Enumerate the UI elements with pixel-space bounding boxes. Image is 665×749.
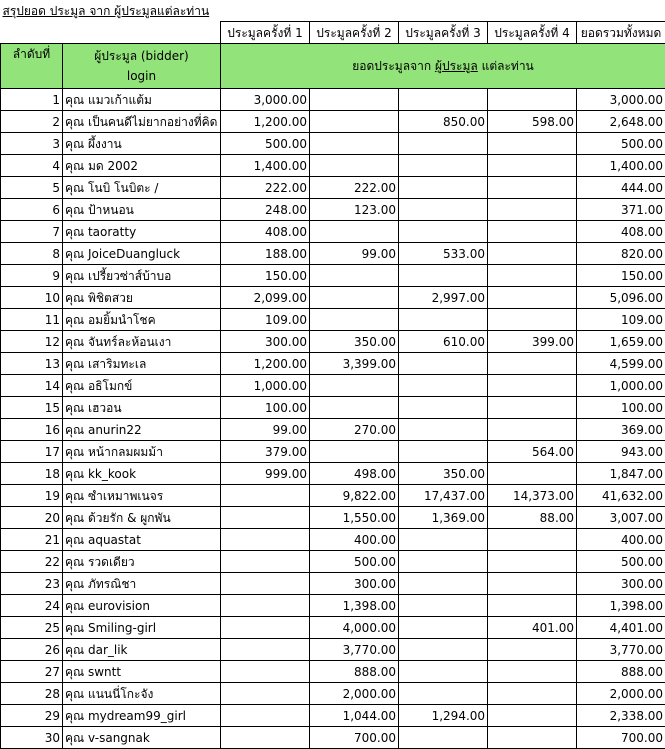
total-cell[interactable]: 888.00	[577, 661, 665, 683]
round-3-cell[interactable]	[399, 441, 488, 463]
row-number-cell[interactable]: 17	[1, 441, 63, 463]
row-number-cell[interactable]: 19	[1, 485, 63, 507]
round-2-cell[interactable]	[310, 287, 399, 309]
round-4-cell[interactable]	[488, 727, 577, 749]
total-cell[interactable]: 500.00	[577, 551, 665, 573]
total-cell[interactable]: 150.00	[577, 265, 665, 287]
round-3-cell[interactable]	[399, 353, 488, 375]
round-1-cell[interactable]: 1,400.00	[221, 155, 310, 177]
round-4-cell[interactable]	[488, 551, 577, 573]
total-cell[interactable]: 369.00	[577, 419, 665, 441]
bidder-name-cell[interactable]: คุณ มด 2002	[63, 155, 221, 177]
round-3-cell[interactable]	[399, 573, 488, 595]
table-row	[1, 221, 665, 243]
total-cell[interactable]: 2,648.00	[577, 111, 665, 133]
round-1-cell[interactable]	[221, 507, 310, 529]
round-2-cell[interactable]: 1,044.00	[310, 705, 399, 727]
table-row	[1, 507, 665, 529]
round-2-cell[interactable]: 700.00	[310, 727, 399, 749]
bidder-name-cell[interactable]: คุณ เสาริมทะเล	[63, 353, 221, 375]
table-row	[1, 463, 665, 485]
bidder-name-cell[interactable]: คุณ ซำเหมาพเนจร	[63, 485, 221, 507]
round-3-cell[interactable]	[399, 639, 488, 661]
round-4-cell[interactable]	[488, 639, 577, 661]
round-4-cell[interactable]	[488, 353, 577, 375]
row-number-cell[interactable]: 14	[1, 375, 63, 397]
round-2-cell[interactable]	[310, 155, 399, 177]
round-1-cell[interactable]: 99.00	[221, 419, 310, 441]
row-number-cell[interactable]: 18	[1, 463, 63, 485]
total-cell[interactable]: 300.00	[577, 573, 665, 595]
total-cell[interactable]: 3,007.00	[577, 507, 665, 529]
round-4-cell[interactable]	[488, 661, 577, 683]
bidder-name-cell[interactable]: คุณ หน้ากลมผมม้า	[63, 441, 221, 463]
bidder-name-cell[interactable]: คุณ จันทร์ละห้อนเงา	[63, 331, 221, 353]
bidder-name-cell[interactable]: คุณ JoiceDuangluck	[63, 243, 221, 265]
table-row	[1, 287, 665, 309]
round-2-cell[interactable]	[310, 375, 399, 397]
row-number-cell[interactable]: 24	[1, 595, 63, 617]
row-number-cell[interactable]: 3	[1, 133, 63, 155]
round-2-cell[interactable]	[310, 111, 399, 133]
round-3-cell[interactable]	[399, 683, 488, 705]
round-3-cell[interactable]: 1,369.00	[399, 507, 488, 529]
round-4-cell[interactable]: 14,373.00	[488, 485, 577, 507]
round-3-cell[interactable]	[399, 89, 488, 111]
row-number-cell[interactable]: 5	[1, 177, 63, 199]
total-cell[interactable]: 109.00	[577, 309, 665, 331]
round-1-cell[interactable]	[221, 639, 310, 661]
table-row	[1, 375, 665, 397]
round-4-header[interactable]: ประมูลครั้งที่ 4	[488, 22, 577, 44]
row-number-cell[interactable]: 9	[1, 265, 63, 287]
round-4-cell[interactable]	[488, 397, 577, 419]
round-2-cell[interactable]: 300.00	[310, 573, 399, 595]
row-number-cell[interactable]: 28	[1, 683, 63, 705]
round-3-cell[interactable]	[399, 177, 488, 199]
row-number-cell[interactable]: 23	[1, 573, 63, 595]
round-1-cell[interactable]: 500.00	[221, 133, 310, 155]
round-1-cell[interactable]	[221, 617, 310, 639]
bidder-name-cell[interactable]: คุณ แนนนี่โกะจัง	[63, 683, 221, 705]
round-3-cell[interactable]: 1,294.00	[399, 705, 488, 727]
bid-amounts-header[interactable]: ยอดประมูลจาก ผู้ประมูล แต่ละท่าน	[221, 44, 665, 89]
round-3-header[interactable]: ประมูลครั้งที่ 3	[399, 22, 488, 44]
round-3-cell[interactable]	[399, 309, 488, 331]
bidder-name-cell[interactable]: คุณ swntt	[63, 661, 221, 683]
round-3-cell[interactable]	[399, 529, 488, 551]
total-cell[interactable]: 3,770.00	[577, 639, 665, 661]
bidder-header[interactable]: ผู้ประมูล (bidder) login	[63, 44, 221, 89]
round-4-cell[interactable]: 401.00	[488, 617, 577, 639]
row-number-cell[interactable]: 12	[1, 331, 63, 353]
row-number-cell[interactable]: 2	[1, 111, 63, 133]
round-1-cell[interactable]: 248.00	[221, 199, 310, 221]
round-4-cell[interactable]	[488, 133, 577, 155]
row-number-cell[interactable]: 26	[1, 639, 63, 661]
table-row	[1, 419, 665, 441]
round-3-cell[interactable]: 17,437.00	[399, 485, 488, 507]
round-3-cell[interactable]	[399, 265, 488, 287]
round-3-cell[interactable]	[399, 595, 488, 617]
round-3-cell[interactable]: 2,997.00	[399, 287, 488, 309]
round-4-cell[interactable]	[488, 375, 577, 397]
round-2-cell[interactable]: 99.00	[310, 243, 399, 265]
row-number-cell[interactable]: 7	[1, 221, 63, 243]
row-number-cell[interactable]: 22	[1, 551, 63, 573]
table-row	[1, 309, 665, 331]
round-4-cell[interactable]	[488, 243, 577, 265]
bidder-name-cell[interactable]: คุณ รวดเดียว	[63, 551, 221, 573]
total-cell[interactable]: 41,632.00	[577, 485, 665, 507]
bidder-name-cell[interactable]: คุณ Smiling-girl	[63, 617, 221, 639]
round-2-cell[interactable]	[310, 221, 399, 243]
round-2-cell[interactable]	[310, 397, 399, 419]
round-2-cell[interactable]: 498.00	[310, 463, 399, 485]
row-number-cell[interactable]: 6	[1, 199, 63, 221]
bidder-name-cell[interactable]: คุณ taoratty	[63, 221, 221, 243]
round-3-cell[interactable]	[399, 155, 488, 177]
round-3-cell[interactable]	[399, 133, 488, 155]
round-2-cell[interactable]	[310, 309, 399, 331]
table-row	[1, 111, 665, 133]
round-1-cell[interactable]: 300.00	[221, 331, 310, 353]
row-number-cell[interactable]: 11	[1, 309, 63, 331]
bidder-name-cell[interactable]: คุณ ป้าหนอน	[63, 199, 221, 221]
round-1-header[interactable]: ประมูลครั้งที่ 1	[221, 22, 310, 44]
round-3-cell[interactable]	[399, 221, 488, 243]
round-3-cell[interactable]	[399, 727, 488, 749]
round-4-cell[interactable]	[488, 199, 577, 221]
round-1-cell[interactable]: 1,200.00	[221, 353, 310, 375]
round-4-cell[interactable]	[488, 177, 577, 199]
bidder-name-cell[interactable]: คุณ ผึ้งงาน	[63, 133, 221, 155]
round-2-cell[interactable]: 3,399.00	[310, 353, 399, 375]
table-row	[1, 727, 665, 749]
row-number-cell[interactable]: 27	[1, 661, 63, 683]
total-cell[interactable]: 1,847.00	[577, 463, 665, 485]
round-4-cell[interactable]	[488, 221, 577, 243]
round-1-cell[interactable]: 3,000.00	[221, 89, 310, 111]
round-3-cell[interactable]	[399, 397, 488, 419]
round-1-cell[interactable]	[221, 485, 310, 507]
round-3-cell[interactable]	[399, 551, 488, 573]
table-row	[1, 705, 665, 727]
row-number-cell[interactable]: 20	[1, 507, 63, 529]
bidder-name-cell[interactable]: คุณ kk_kook	[63, 463, 221, 485]
row-number-cell[interactable]: 4	[1, 155, 63, 177]
round-1-cell[interactable]: 999.00	[221, 463, 310, 485]
total-cell[interactable]: 4,401.00	[577, 617, 665, 639]
row-number-cell[interactable]: 21	[1, 529, 63, 551]
bidder-name-cell[interactable]: คุณ ภัทรณิชา	[63, 573, 221, 595]
round-4-cell[interactable]: 399.00	[488, 331, 577, 353]
round-2-header[interactable]: ประมูลครั้งที่ 2	[310, 22, 399, 44]
round-2-cell[interactable]	[310, 133, 399, 155]
row-number-cell[interactable]: 29	[1, 705, 63, 727]
bidder-name-cell[interactable]: คุณ เปรี้ยวซ่าส์บ้าบอ	[63, 265, 221, 287]
table-row	[1, 133, 665, 155]
round-1-cell[interactable]	[221, 727, 310, 749]
round-2-cell[interactable]: 400.00	[310, 529, 399, 551]
round-2-cell[interactable]: 4,000.00	[310, 617, 399, 639]
round-2-cell[interactable]: 350.00	[310, 331, 399, 353]
table-row	[1, 639, 665, 661]
round-4-cell[interactable]	[488, 309, 577, 331]
bidder-name-cell[interactable]: คุณ อธิโมกข์	[63, 375, 221, 397]
table-row	[1, 617, 665, 639]
row-number-cell[interactable]: 8	[1, 243, 63, 265]
title-row	[1, 0, 665, 22]
round-1-cell[interactable]	[221, 683, 310, 705]
total-cell[interactable]: 100.00	[577, 397, 665, 419]
round-4-cell[interactable]: 564.00	[488, 441, 577, 463]
round-4-cell[interactable]	[488, 265, 577, 287]
bid-rows	[1, 89, 665, 749]
round-4-cell[interactable]	[488, 419, 577, 441]
table-row	[1, 441, 665, 463]
round-2-cell[interactable]	[310, 89, 399, 111]
bidder-name-cell[interactable]: คุณ เฮวอน	[63, 397, 221, 419]
round-2-cell[interactable]: 888.00	[310, 661, 399, 683]
total-cell[interactable]: 943.00	[577, 441, 665, 463]
bidder-name-cell[interactable]: คุณ dar_lik	[63, 639, 221, 661]
round-1-cell[interactable]: 150.00	[221, 265, 310, 287]
row-number-cell[interactable]: 10	[1, 287, 63, 309]
round-2-cell[interactable]: 270.00	[310, 419, 399, 441]
round-4-cell[interactable]	[488, 595, 577, 617]
round-4-cell[interactable]: 598.00	[488, 111, 577, 133]
total-cell[interactable]: 2,338.00	[577, 705, 665, 727]
total-cell[interactable]: 1,659.00	[577, 331, 665, 353]
total-cell[interactable]: 1,398.00	[577, 595, 665, 617]
round-2-cell[interactable]: 500.00	[310, 551, 399, 573]
round-3-cell[interactable]	[399, 199, 488, 221]
bidder-name-cell[interactable]: คุณ พิชิตสวย	[63, 287, 221, 309]
table-row	[1, 199, 665, 221]
round-3-cell[interactable]	[399, 419, 488, 441]
table-row	[1, 177, 665, 199]
round-1-cell[interactable]: 222.00	[221, 177, 310, 199]
round-4-cell[interactable]: 88.00	[488, 507, 577, 529]
total-cell[interactable]: 5,096.00	[577, 287, 665, 309]
round-1-cell[interactable]	[221, 595, 310, 617]
table-row	[1, 397, 665, 419]
round-1-cell[interactable]: 379.00	[221, 441, 310, 463]
bidder-name-cell[interactable]: คุณ ด้วยรัก & ผูกพัน	[63, 507, 221, 529]
total-cell[interactable]: 1,000.00	[577, 375, 665, 397]
round-3-cell[interactable]	[399, 617, 488, 639]
table-row	[1, 353, 665, 375]
round-1-cell[interactable]	[221, 705, 310, 727]
round-1-cell[interactable]: 1,000.00	[221, 375, 310, 397]
round-4-cell[interactable]	[488, 683, 577, 705]
round-3-cell[interactable]	[399, 375, 488, 397]
round-2-cell[interactable]: 9,822.00	[310, 485, 399, 507]
round-3-cell[interactable]	[399, 661, 488, 683]
round-4-cell[interactable]	[488, 287, 577, 309]
seq-header[interactable]: ลำดับที่	[1, 44, 63, 89]
round-1-cell[interactable]: 2,099.00	[221, 287, 310, 309]
row-number-cell[interactable]: 1	[1, 89, 63, 111]
total-cell[interactable]: 371.00	[577, 199, 665, 221]
round-4-cell[interactable]	[488, 529, 577, 551]
bidder-name-cell[interactable]: คุณ aquastat	[63, 529, 221, 551]
total-cell[interactable]: 2,000.00	[577, 683, 665, 705]
table-row	[1, 155, 665, 177]
table-row	[1, 661, 665, 683]
round-3-cell[interactable]: 533.00	[399, 243, 488, 265]
round-2-cell[interactable]: 1,398.00	[310, 595, 399, 617]
total-cell[interactable]: 3,000.00	[577, 89, 665, 111]
round-1-cell[interactable]	[221, 529, 310, 551]
total-cell[interactable]: 1,400.00	[577, 155, 665, 177]
row-number-cell[interactable]: 25	[1, 617, 63, 639]
round-1-cell[interactable]	[221, 551, 310, 573]
table-row	[1, 529, 665, 551]
round-1-cell[interactable]: 109.00	[221, 309, 310, 331]
round-1-cell[interactable]: 100.00	[221, 397, 310, 419]
sheet-title[interactable]: สรุปยอด ประมูล จาก ผู้ประมูลแต่ละท่าน	[1, 0, 399, 22]
row-number-cell[interactable]: 30	[1, 727, 63, 749]
round-2-cell[interactable]	[310, 265, 399, 287]
round-2-cell[interactable]: 123.00	[310, 199, 399, 221]
row-number-cell[interactable]: 13	[1, 353, 63, 375]
round-1-cell[interactable]: 188.00	[221, 243, 310, 265]
bidder-name-cell[interactable]: คุณ anurin22	[63, 419, 221, 441]
bidder-name-cell[interactable]: คุณ mydream99_girl	[63, 705, 221, 727]
total-cell[interactable]: 500.00	[577, 133, 665, 155]
column-header-row	[1, 44, 665, 89]
table-row	[1, 573, 665, 595]
round-3-cell[interactable]: 350.00	[399, 463, 488, 485]
bidder-name-cell[interactable]: คุณ อมยิ้มนำโชค	[63, 309, 221, 331]
table-row	[1, 265, 665, 287]
bidder-name-cell[interactable]: คุณ eurovision	[63, 595, 221, 617]
round-1-cell[interactable]: 408.00	[221, 221, 310, 243]
round-2-cell[interactable]: 2,000.00	[310, 683, 399, 705]
round-2-cell[interactable]	[310, 441, 399, 463]
table-row	[1, 595, 665, 617]
total-cell[interactable]: 400.00	[577, 529, 665, 551]
total-cell[interactable]: 4,599.00	[577, 353, 665, 375]
round-4-cell[interactable]	[488, 705, 577, 727]
bidder-name-cell[interactable]: คุณ เป็นคนดีไม่ยากอย่างที่คิด	[63, 111, 221, 133]
total-cell[interactable]: 700.00	[577, 727, 665, 749]
total-cell[interactable]: 408.00	[577, 221, 665, 243]
round-2-cell[interactable]: 3,770.00	[310, 639, 399, 661]
grand-total-header[interactable]: ยอดรวมทั้งหมด	[577, 22, 665, 44]
table-row	[1, 243, 665, 265]
round-4-cell[interactable]	[488, 155, 577, 177]
round-4-cell[interactable]	[488, 463, 577, 485]
row-number-cell[interactable]: 15	[1, 397, 63, 419]
table-row	[1, 485, 665, 507]
row-number-cell[interactable]: 16	[1, 419, 63, 441]
round-header-row	[1, 22, 665, 44]
round-4-cell[interactable]	[488, 89, 577, 111]
round-3-cell[interactable]: 610.00	[399, 331, 488, 353]
bidder-name-cell[interactable]: คุณ โนบิ โนบิตะ /	[63, 177, 221, 199]
bidder-name-cell[interactable]: คุณ แมวเก้าแต้ม	[63, 89, 221, 111]
round-1-cell[interactable]	[221, 661, 310, 683]
round-1-cell[interactable]: 1,200.00	[221, 111, 310, 133]
table-row	[1, 551, 665, 573]
table-row	[1, 331, 665, 353]
table-row	[1, 89, 665, 111]
bidder-name-cell[interactable]: คุณ v-sangnak	[63, 727, 221, 749]
round-1-cell[interactable]	[221, 573, 310, 595]
total-cell[interactable]: 820.00	[577, 243, 665, 265]
round-2-cell[interactable]: 222.00	[310, 177, 399, 199]
round-3-cell[interactable]: 850.00	[399, 111, 488, 133]
round-4-cell[interactable]	[488, 573, 577, 595]
total-cell[interactable]: 444.00	[577, 177, 665, 199]
table-row	[1, 683, 665, 705]
round-2-cell[interactable]: 1,550.00	[310, 507, 399, 529]
